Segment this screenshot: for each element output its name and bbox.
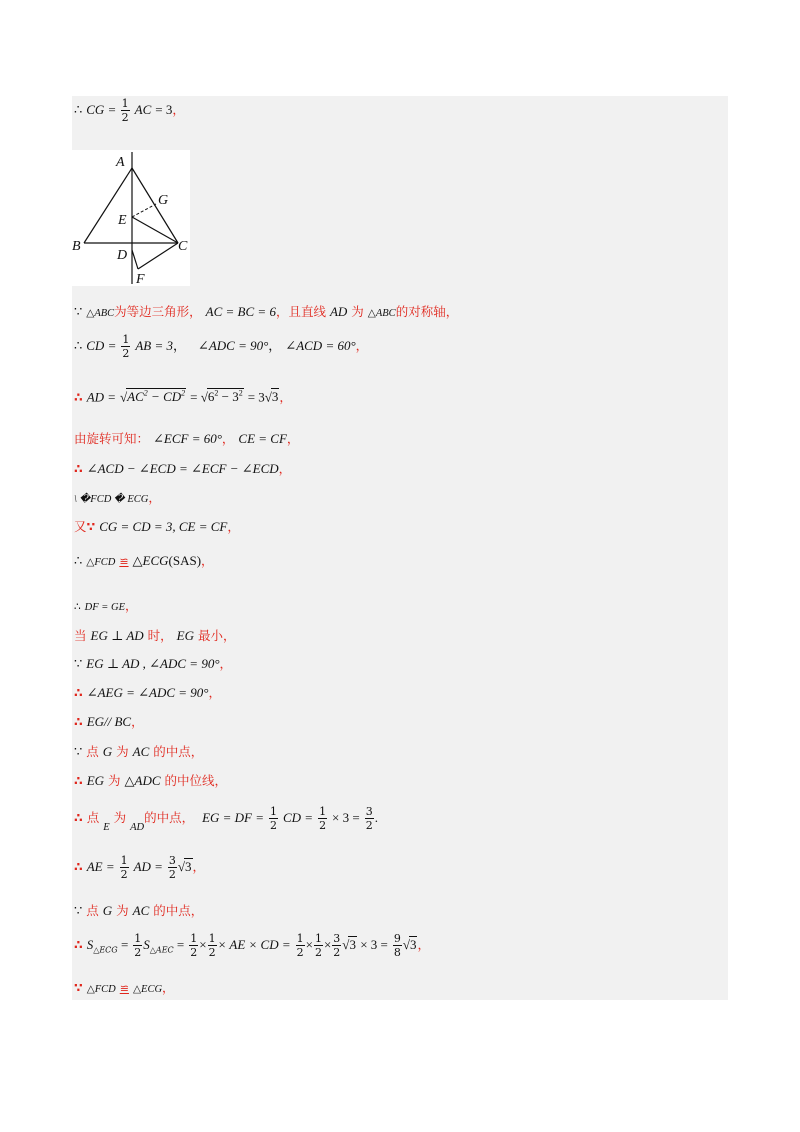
line-angle-diff: ∴ ∠ACD − ∠ECD = ∠ECF − ∠ECD， <box>74 461 292 476</box>
line-ad-length: ∴ AD = $√AC^2 - CD^2 = √6^2 - 3^2 = 3√3$， <box>74 389 292 405</box>
triangle-diagram <box>72 150 190 286</box>
line-eg-perp-adc: ∵ EG ⊥ AD , ∠ADC = 90°， <box>74 656 233 671</box>
label-c: C <box>178 239 188 254</box>
line-area: ∴ $S_{\triangle ECG}$ = $\frac{1}{2}$ $S_{\triangle AEC}$ = $\frac{1}{2}$ × $\frac{1}{2}$ × AE × CD = $\frac{1}{2}$ × $\frac{1}{2}$ × $\frac{3}{2}$ √3 × 3 = $\frac{9}{8}$ √3， <box>74 932 430 959</box>
line-cg-half-ac: ∴ CG = $\frac{1}{2}$ AC = 3， <box>74 97 185 124</box>
label-f: F <box>136 272 145 286</box>
line-equilateral: ∵ △ABC为等边三角形， AC = BC = 6，且直线 AD 为 △ABC的对称轴， <box>74 304 459 319</box>
line-g-midpoint: ∵ 点 G 为 AC 的中点， <box>74 744 204 759</box>
line-congruent-2: ∵ △FCD ≌ △ECG， <box>74 980 175 995</box>
line-cd-half-ab: ∴ CD = $\frac{1}{2}$ AB = 3， ∠ADC = 90°， ∠ACD = 60°， <box>74 333 369 360</box>
line-cg-cd: 又∵ CG = CD = 3, CE = CF， <box>74 519 240 534</box>
label-e: E <box>118 213 127 228</box>
label-g: G <box>158 193 169 208</box>
line-g-midpoint-2: ∵ 点 G 为 AC 的中点， <box>74 903 204 918</box>
line-parallel: ∴ EG// BC， <box>74 714 144 729</box>
line-congruent-sas: ∴ △FCD ≌ △ECG(SAS)， <box>74 553 214 568</box>
line-eg-perp: 当 EG ⊥ AD 时， EG 最小， <box>74 628 236 643</box>
line-garbled: \ �FCD � ECG， <box>74 490 161 505</box>
label-d: D <box>117 248 128 263</box>
label-a: A <box>116 155 125 170</box>
line-eg-value: ∴ 点 $_E$ 为 $_{AD}$的中点， EG = DF = $\frac{1}{2}$ CD = $\frac{1}{2}$ × 3 = $\frac{3}{2}$ . <box>74 805 378 833</box>
label-b: B <box>72 239 81 254</box>
line-aeg: ∴ ∠AEG = ∠ADC = 90°， <box>74 685 222 700</box>
line-ae-value: ∴ AE = $\frac{1}{2}$ AD = $\frac{3}{2}$ √3， <box>74 854 206 881</box>
fraction: $\frac{1}{2}$ <box>121 97 129 124</box>
geometry-figure <box>72 150 190 286</box>
line-rotation: 由旋转可知： ∠ECF = 60°， CE = CF， <box>74 431 300 446</box>
line-df-ge: ∴ DF = GE， <box>74 598 138 613</box>
line-midline: ∴ EG 为 △ADC 的中位线， <box>74 773 228 788</box>
